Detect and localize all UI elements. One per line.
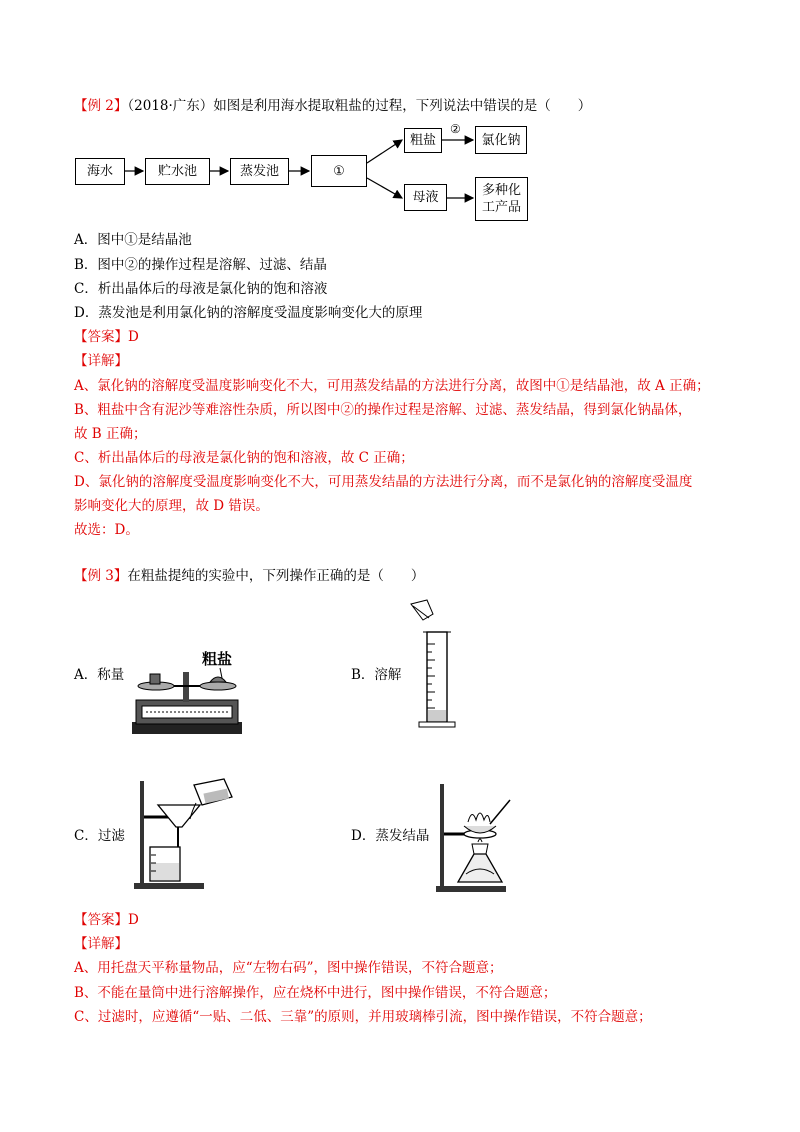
example3-question-text: 在粗盐提纯的实验中，下列操作正确的是（ ）	[127, 568, 425, 584]
flow-box-mother-liquor: 母液	[404, 184, 447, 211]
example3-detail-c: C、过滤时，应遵循“一贴、二低、三靠”的原则，并用玻璃棒引流，图中操作错误，不符合题意；	[74, 1009, 652, 1025]
example2-question-text: （2018·广东）如图是利用海水提取粗盐的过程，下列说法中错误的是（ ）	[127, 98, 592, 114]
example3-answer-value: D	[128, 912, 139, 928]
cylinder-illustration	[405, 598, 465, 738]
example2-option-d: D．蒸发池是利用氯化钠的溶解度受温度影响变化大的原理	[74, 305, 423, 321]
example3-option-c-label: C．过滤	[74, 828, 125, 844]
example2-tag: 【例 2】	[74, 98, 128, 114]
example3-question	[74, 566, 424, 586]
example2-option-c: C．析出晶体后的母液是氯化钠的饱和溶液	[74, 281, 328, 297]
flow-box-crude-salt: 粗盐	[404, 128, 442, 153]
flow-diagram-arrows	[0, 0, 800, 240]
example2-detail-tag: 【详解】	[74, 353, 128, 369]
example2-detail-d: D、氯化钠的溶解度受温度影响变化不大，可用蒸发结晶的方法进行分离，而不是氯化钠的溶解度受温度	[74, 474, 693, 490]
example2-answer-value: D	[128, 329, 139, 345]
example2-answer	[74, 327, 139, 347]
example3-option-b-label: B．溶解	[351, 667, 402, 683]
example2-detail-a: A、氯化钠的溶解度受温度影响变化不大，可用蒸发结晶的方法进行分离，故图中①是结晶池，故 A 正确；	[74, 378, 710, 394]
example2-answer-tag: 【答案】	[74, 329, 128, 345]
flow-box-storage: 贮水池	[145, 158, 210, 185]
flow-box-nacl: 氯化钠	[475, 126, 527, 154]
example3-option-a-label: A．称量	[74, 667, 125, 683]
example2-conclusion: 故选：D。	[74, 522, 139, 538]
example3-detail-a: A、用托盘天平称量物品，应“左物右码”，图中操作错误，不符合题意；	[74, 960, 503, 976]
example3-detail-tag: 【详解】	[74, 936, 128, 952]
flow-box-step1: ①	[311, 155, 367, 187]
example3-answer	[74, 910, 139, 930]
example2-option-a: A．图中①是结晶池	[74, 232, 192, 248]
flow-step2-label: ②	[450, 122, 461, 136]
example3-detail-b: B、不能在量筒中进行溶解操作，应在烧杯中进行，图中操作错误，不符合题意；	[74, 985, 557, 1001]
example3-option-d-label: D．蒸发结晶	[351, 828, 430, 844]
example2-detail-b: B、粗盐中含有泥沙等难溶性杂质，所以图中②的操作过程是溶解、过滤、蒸发结晶，得到氯化钠晶体，	[74, 402, 692, 418]
example2-detail-d-cont: 影响变化大的原理，故 D 错误。	[74, 498, 269, 514]
example3-answer-tag: 【答案】	[74, 912, 128, 928]
balance-illustration	[128, 642, 258, 742]
balance-label: 粗盐	[202, 650, 233, 668]
example2-detail-b-cont: 故 B 正确；	[74, 426, 147, 442]
example2-option-b: B．图中②的操作过程是溶解、过滤、结晶	[74, 257, 327, 273]
example2-detail-c: C、析出晶体后的母液是氯化钠的饱和溶液，故 C 正确；	[74, 450, 414, 466]
example3-tag: 【例 3】	[74, 568, 128, 584]
flow-box-seawater: 海水	[75, 158, 125, 185]
flow-box-chemicals: 多种化工产品	[475, 177, 528, 221]
evaporation-illustration	[432, 778, 522, 898]
flow-box-evaporation: 蒸发池	[230, 158, 289, 185]
filtration-illustration	[128, 775, 238, 895]
